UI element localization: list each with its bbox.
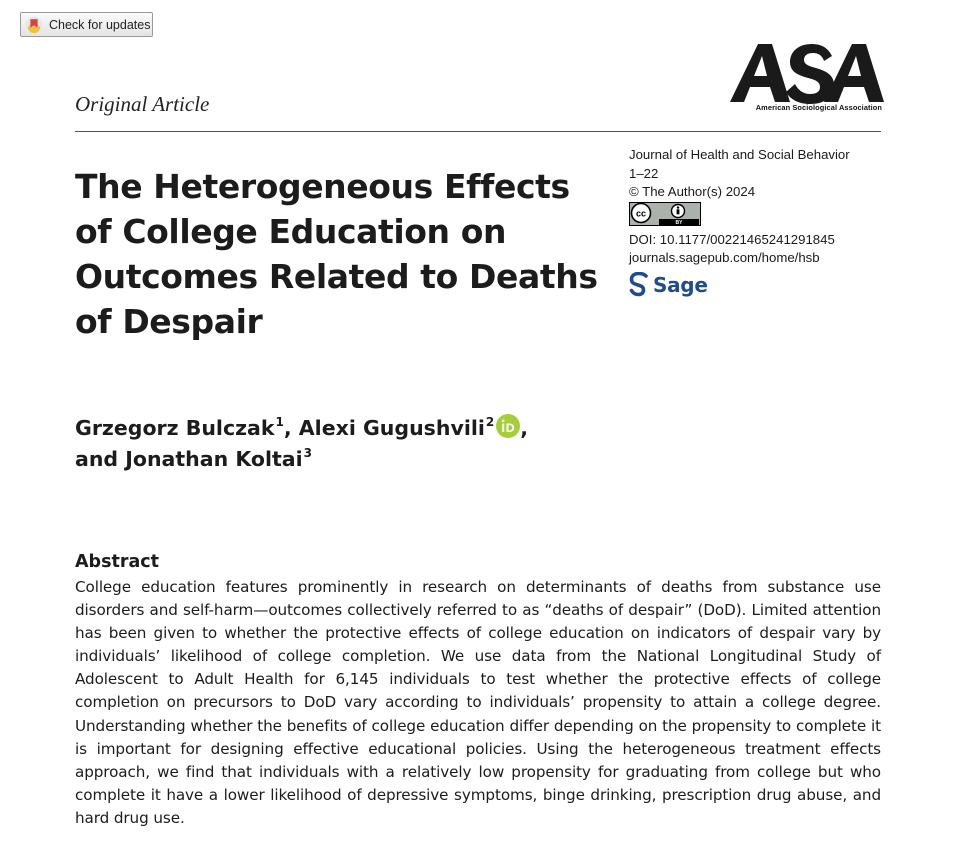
orcid-icon[interactable]	[496, 414, 520, 438]
page-range: 1–22	[629, 165, 659, 181]
journal-meta	[629, 146, 850, 202]
article-type: Original Article	[75, 92, 210, 116]
sage-label: Sage	[653, 273, 708, 297]
author-3: and Jonathan Koltai	[75, 447, 303, 471]
cc-by-license-icon[interactable]	[629, 202, 701, 226]
journal-url[interactable]: journals.sagepub.com/home/hsb	[629, 250, 820, 265]
author-list-comma: ,	[520, 416, 529, 440]
sage-logo-icon	[629, 272, 649, 298]
check-for-updates-button[interactable]	[20, 12, 153, 37]
svg-text:cc: cc	[635, 208, 647, 219]
check-for-updates-label: Check for updates	[49, 17, 151, 32]
sage-logo[interactable]	[629, 271, 708, 299]
author-list	[75, 413, 595, 475]
article-title: The Heterogeneous Effects of College Education on Outcomes Related to Deaths of Despair	[75, 167, 598, 341]
publisher-subtitle: American Sociological Association	[755, 103, 882, 112]
author-1: Grzegorz Bulczak	[75, 416, 275, 440]
abstract-text: College education features prominently in research on determinants of deaths from substance use disorders and self-harm—outcomes collectively referred to as “deaths of despair” (DoD). Limited attention has been given to whether the protective effects of college education on indicators of despair vary by individuals’ likelihood of college completion. We use data from the National Longitudinal Study of Adolescent to Adult Health for 6,145 individuals to test whether the protective effects of college completion on precursors to DoD vary according to individuals’ propensity to attain a college degree. Understanding whether the benefits of college education differ depending on the propensity to complete it is important for designing effective educational policies. Using the heterogeneous treatment effects approach, we find that individuals with a relatively low propensity for graduating from college but who complete it have a lower likelihood of depressive symptoms, binge drinking, prescription drug abuse, and hard drug use.	[75, 578, 881, 827]
header-divider	[75, 131, 881, 132]
author-3-affiliation: 3	[303, 446, 312, 460]
journal-name: Journal of Health and Social Behavior	[629, 147, 850, 162]
copyright: © The Author(s) 2024	[629, 184, 756, 199]
svg-text:BY: BY	[675, 220, 683, 226]
crossmark-icon	[25, 16, 43, 34]
author-2-affiliation: 2	[485, 415, 495, 429]
abstract-heading: Abstract	[75, 552, 160, 572]
author-2: , Alexi Gugushvili	[283, 416, 485, 440]
author-1-affiliation: 1	[275, 415, 284, 429]
doi[interactable]: DOI: 10.1177/00221465241291845	[629, 232, 835, 247]
